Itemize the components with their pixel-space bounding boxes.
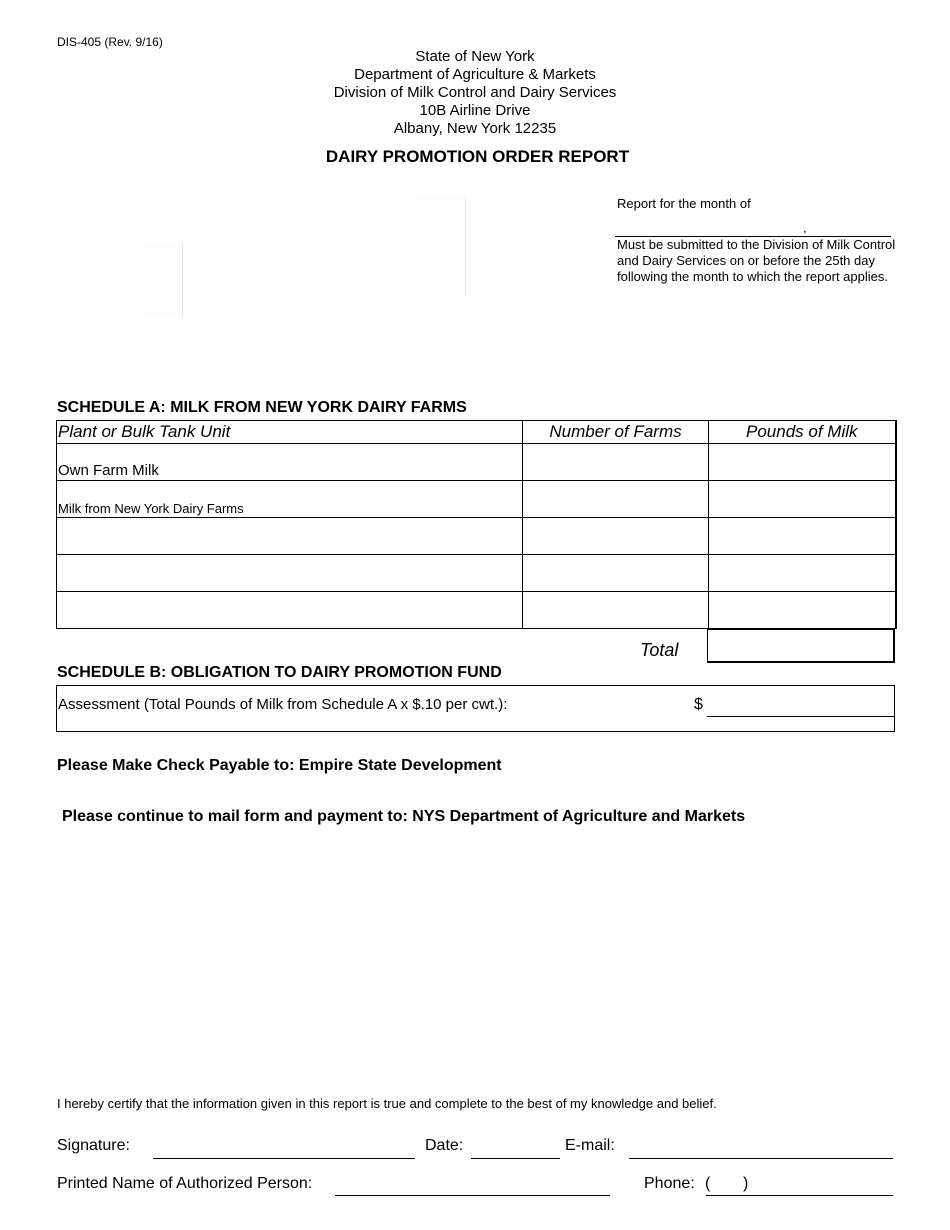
column-header: Number of Farms <box>523 421 709 444</box>
table-header-row <box>57 421 896 444</box>
plant-cell[interactable] <box>57 518 523 555</box>
table-row <box>57 555 896 592</box>
farms-cell[interactable] <box>523 481 709 518</box>
table-row <box>57 481 896 518</box>
phone-paren-close: ) <box>743 1175 749 1192</box>
pounds-cell[interactable] <box>709 592 896 629</box>
column-header: Pounds of Milk <box>709 421 896 444</box>
page-title: DAIRY PROMOTION ORDER REPORT <box>325 147 630 166</box>
pounds-cell[interactable] <box>709 518 896 555</box>
table-row <box>57 518 896 555</box>
row-label: Milk from New York Dairy Farms <box>57 481 523 518</box>
total-label: Total <box>640 640 679 660</box>
payable-to-text: Please Make Check Payable to: Empire State Development <box>57 757 502 774</box>
schedule-b-heading: SCHEDULE B: OBLIGATION TO DAIRY PROMOTION FUND <box>57 664 502 681</box>
printed-name-field[interactable] <box>335 1195 610 1196</box>
signature-label: Signature: <box>57 1137 130 1154</box>
signature-field[interactable] <box>153 1158 415 1159</box>
currency-symbol: $ <box>694 696 703 713</box>
faint-box <box>415 196 466 294</box>
column-header: Plant or Bulk Tank Unit <box>57 421 523 444</box>
phone-field[interactable] <box>706 1195 893 1196</box>
mail-to-text: Please continue to mail form and payment to: NYS Department of Agriculture and Markets <box>62 808 746 825</box>
row-label: Own Farm Milk <box>57 444 523 481</box>
assessment-amount-field[interactable] <box>707 716 895 717</box>
schedule-a-heading: SCHEDULE A: MILK FROM NEW YORK DAIRY FARMS <box>57 399 467 416</box>
schedule-a-table <box>56 420 897 629</box>
header-line: Albany, New York 12235 <box>393 120 557 137</box>
agency-header <box>0 48 950 138</box>
header-line: Department of Agriculture & Markets <box>354 66 596 83</box>
table-row <box>57 592 896 629</box>
farms-cell[interactable] <box>523 518 709 555</box>
month-separator: , <box>803 220 807 235</box>
phone-label: Phone: <box>644 1175 695 1192</box>
faint-box <box>145 243 183 317</box>
pounds-cell[interactable] <box>709 444 896 481</box>
header-line: Division of Milk Control and Dairy Services <box>333 84 617 101</box>
certification-statement: I hereby certify that the information given in this report is true and complete to the best of my knowledge and belief. <box>57 1096 717 1111</box>
email-label: E-mail: <box>565 1137 615 1154</box>
assessment-label: Assessment (Total Pounds of Milk from Schedule A x $.10 per cwt.): <box>58 696 508 713</box>
total-pounds-field[interactable] <box>707 629 895 663</box>
header-line: State of New York <box>415 48 535 65</box>
plant-cell[interactable] <box>57 592 523 629</box>
pounds-cell[interactable] <box>709 481 896 518</box>
farms-cell[interactable] <box>523 592 709 629</box>
printed-name-label: Printed Name of Authorized Person: <box>57 1175 313 1192</box>
date-field[interactable] <box>471 1158 560 1159</box>
plant-cell[interactable] <box>57 555 523 592</box>
email-field[interactable] <box>629 1158 893 1159</box>
farms-cell[interactable] <box>523 444 709 481</box>
form-id: DIS-405 (Rev. 9/16) <box>57 35 163 49</box>
phone-paren-open: ( <box>705 1175 711 1192</box>
pounds-cell[interactable] <box>709 555 896 592</box>
submission-notice: Must be submitted to the Division of Milk Control and Dairy Services on or before the 25th day following the month to which the report applies. <box>617 237 896 284</box>
report-month-label: Report for the month of <box>617 196 751 211</box>
table-row <box>57 444 896 481</box>
farms-cell[interactable] <box>523 555 709 592</box>
header-line: 10B Airline Drive <box>419 102 531 119</box>
date-label: Date: <box>425 1137 464 1154</box>
